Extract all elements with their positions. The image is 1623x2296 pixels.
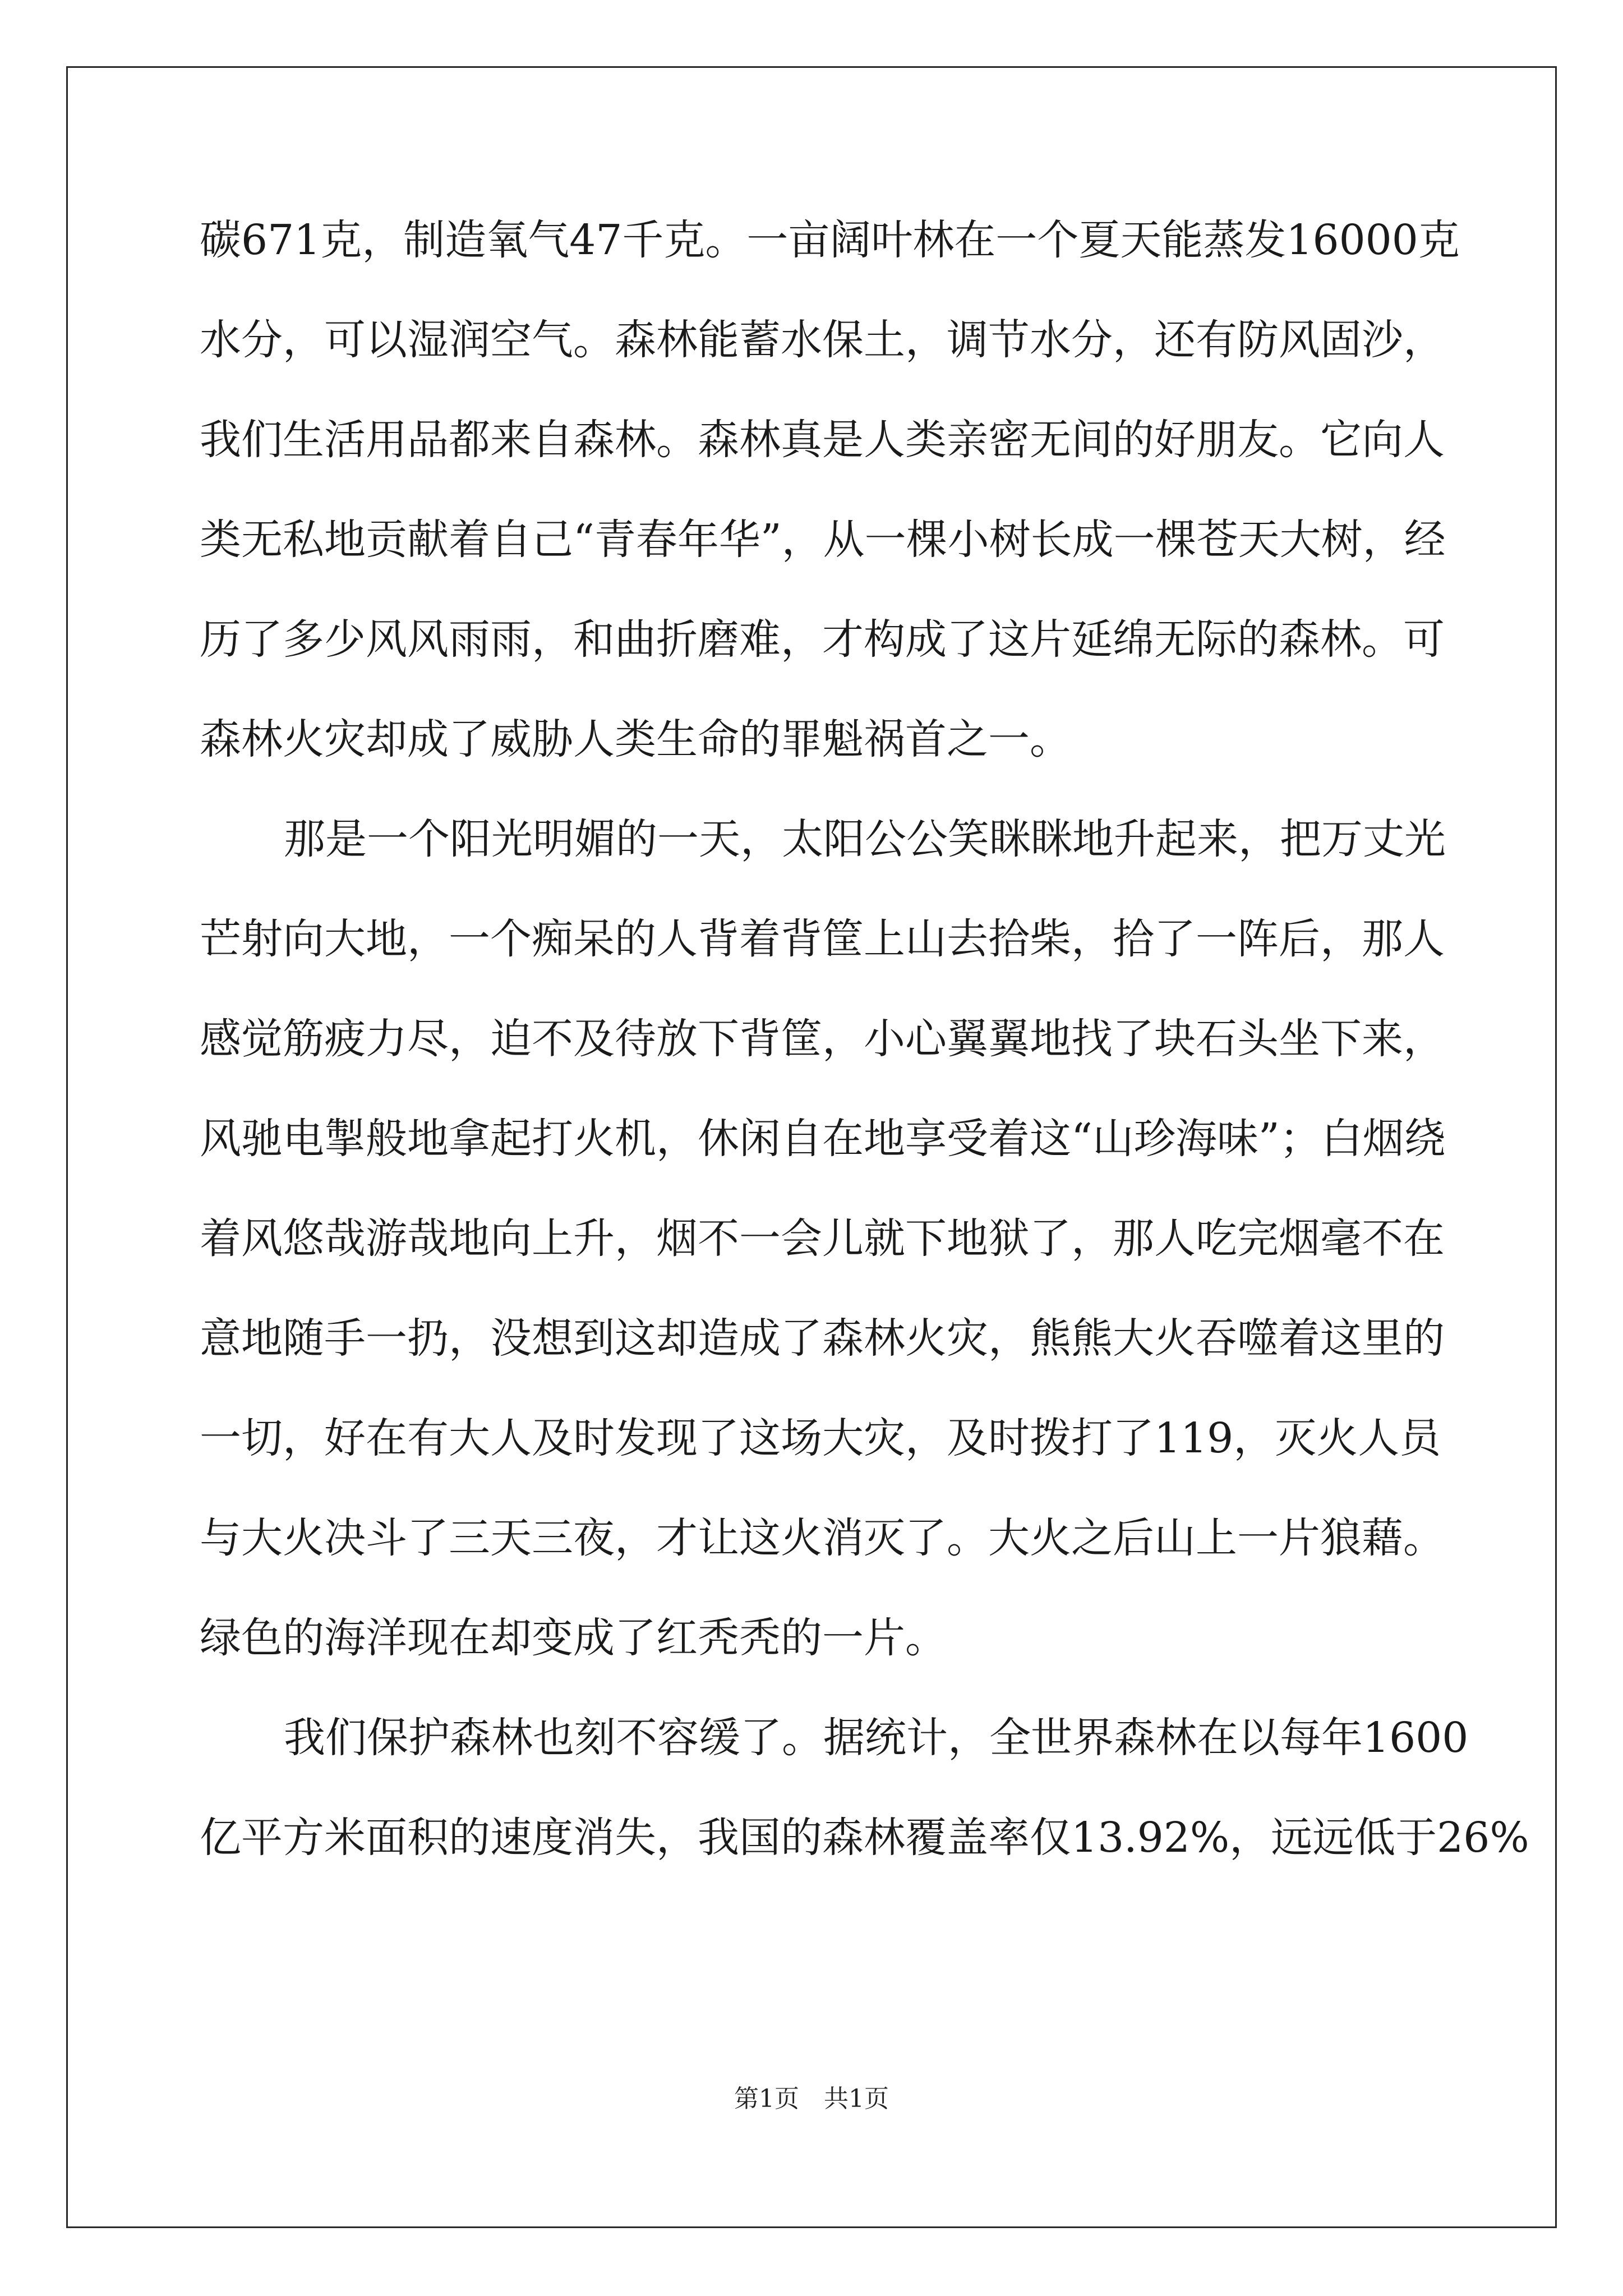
paragraph-1-line-4: 类无私地贡献着自己“青春年华”，从一棵小树长成一棵苍天大树，经: [200, 516, 1446, 564]
paragraph-2-line-4: 风驰电掣般地拿起打火机，休闲自在地享受着这“山珍海味”；白烟绕: [200, 1115, 1446, 1163]
paragraph-2-line-3: 感觉筋疲力尽，迫不及待放下背筐，小心翼翼地找了块石头坐下来，: [200, 1015, 1445, 1063]
page-number: 第1页: [734, 2085, 799, 2113]
paragraph-1-line-3: 我们生活用品都来自森林。森林真是人类亲密无间的好朋友。它向人: [200, 416, 1445, 464]
paragraph-1-line-5: 历了多少风风雨雨，和曲折磨难，才构成了这片延绵无际的森林。可: [200, 615, 1445, 664]
paragraph-2-line-7: 一切，好在有大人及时发现了这场大灾，及时拨打了119，灭火人员: [200, 1414, 1441, 1462]
paragraph-1-line-1: 碳671克，制造氧气47千克。一亩阔叶林在一个夏天能蒸发16000克: [200, 216, 1460, 264]
paragraph-2-line-9: 绿色的海洋现在却变成了红秃秃的一片。: [200, 1614, 947, 1662]
paragraph-1-line-2: 水分，可以湿润空气。森林能蓄水保土，调节水分，还有防风固沙，: [200, 316, 1445, 364]
paragraph-2-line-6: 意地随手一扔，没想到这却造成了森林火灾，熊熊大火吞噬着这里的: [200, 1314, 1445, 1363]
page-footer: [0, 2082, 1623, 2116]
paragraph-3-line-2: 亿平方米面积的速度消失，我国的森林覆盖率仅13.92%，远远低于26%: [200, 1814, 1529, 1862]
paragraph-2-line-1: 那是一个阳光明媚的一天，太阳公公笑眯眯地升起来，把万丈光: [284, 815, 1446, 863]
page-total: 共1页: [824, 2085, 889, 2113]
paragraph-2-line-5: 着风悠哉游哉地向上升，烟不一会儿就下地狱了，那人吃完烟毫不在: [200, 1214, 1445, 1263]
paragraph-2-line-8: 与大火决斗了三天三夜，才让这火消灭了。大火之后山上一片狼藉。: [200, 1514, 1445, 1562]
paragraph-1-line-6: 森林火灾却成了威胁人类生命的罪魁祸首之一。: [200, 715, 1071, 763]
paragraph-2-line-2: 芒射向大地，一个痴呆的人背着背筐上山去拾柴，拾了一阵后，那人: [200, 915, 1445, 963]
paragraph-3-line-1: 我们保护森林也刻不容缓了。据统计，全世界森林在以每年1600: [284, 1714, 1469, 1762]
